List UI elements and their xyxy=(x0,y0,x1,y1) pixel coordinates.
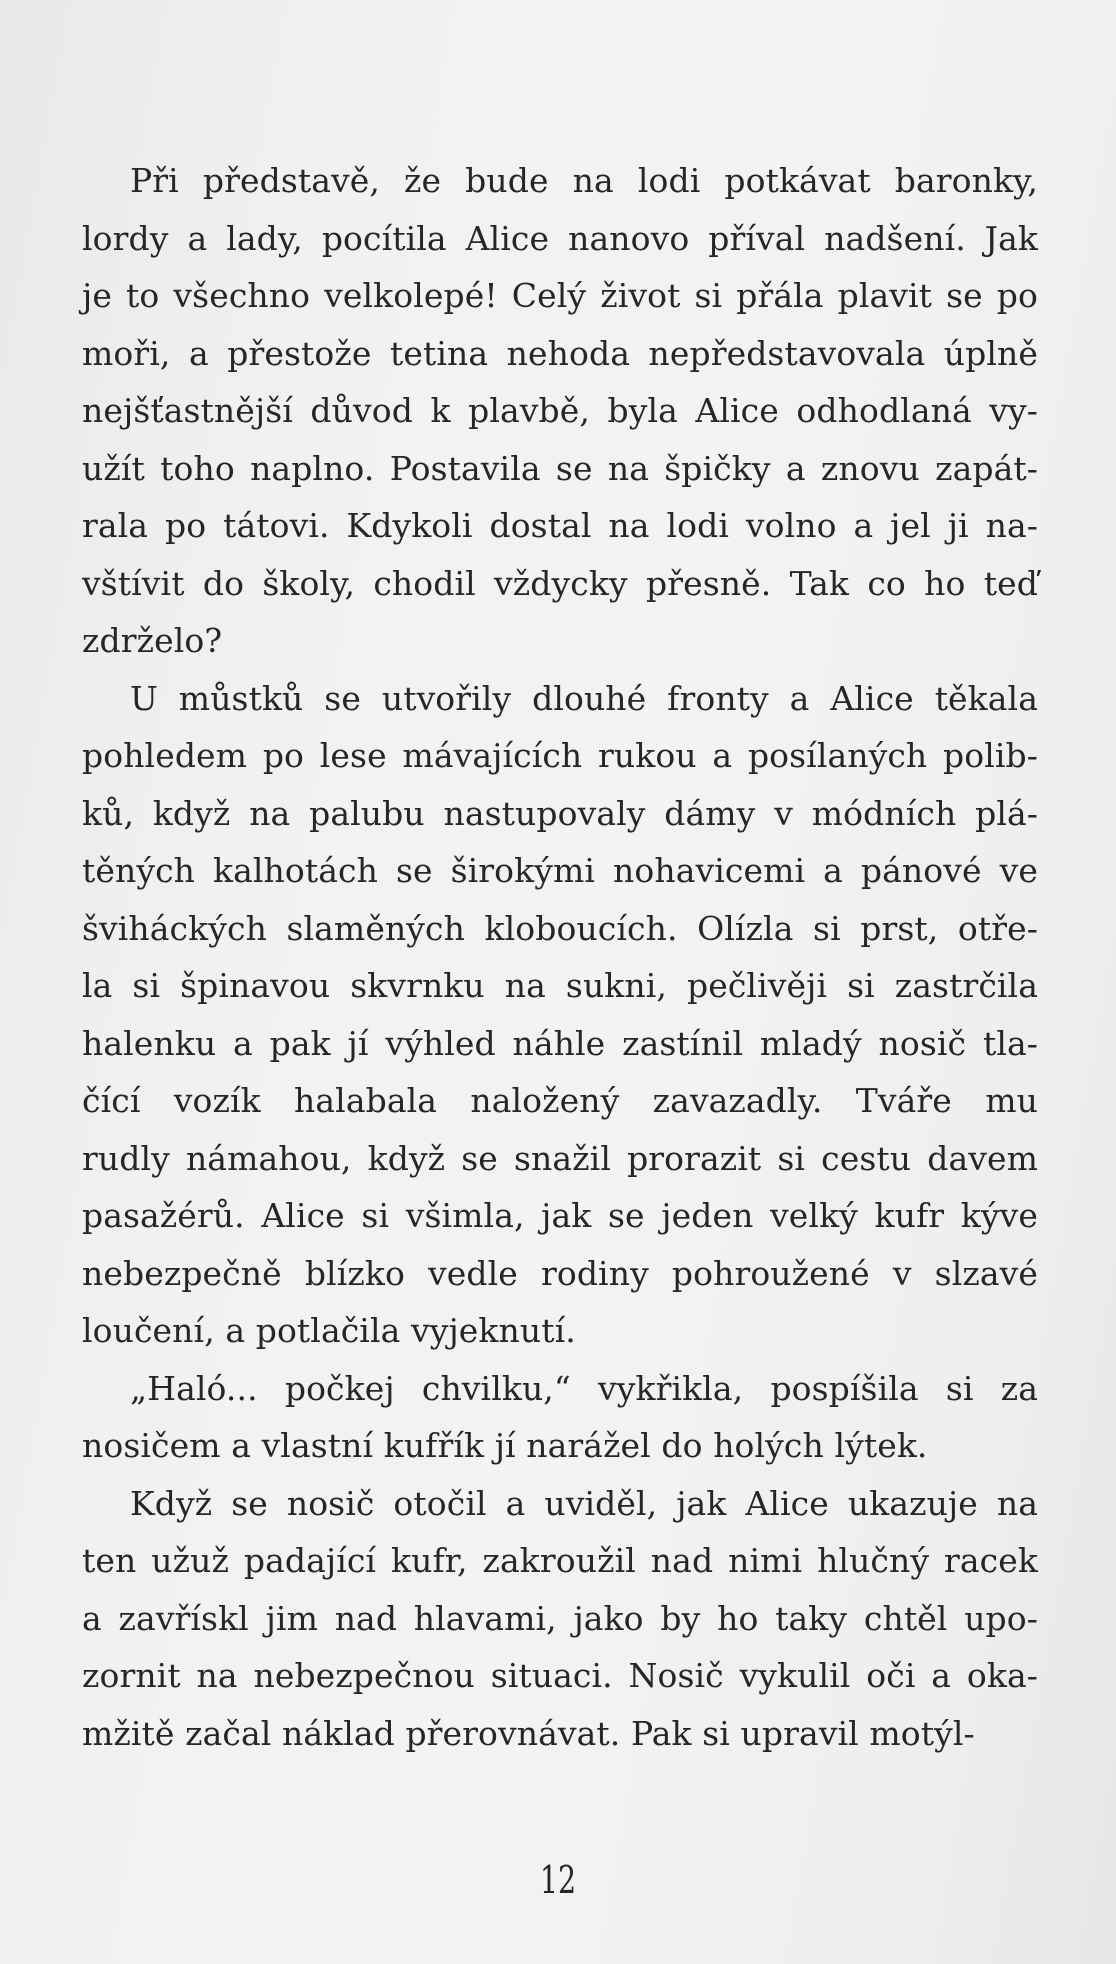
text-line: Při představě, že bude na lodi potkávat baronky, xyxy=(130,161,1038,200)
text-line: zornit na nebezpečnou situaci. Nosič vykulil oči a oka- xyxy=(82,1656,1038,1695)
text-line: U můstků se utvořily dlouhé fronty a Alice těkala xyxy=(130,678,1038,718)
text-line: „Haló... počkej chvilku,“ vykřikla, pospíšila si za xyxy=(130,1368,1038,1408)
text-line: nebezpečně blízko vedle rodiny pohroužené v slzavé xyxy=(82,1253,1038,1293)
text-line: lordy a lady, pocítila Alice nanovo příval nadšení. Jak xyxy=(82,218,1038,258)
text-line: moři, a přestože tetina nehoda nepředstavovala úplně xyxy=(82,333,1038,373)
text-line: nejšťastnější důvod k plavbě, byla Alice odhodlaná vy- xyxy=(82,391,1038,430)
paragraph xyxy=(82,1475,1038,1763)
text-line: loučení, a potlačila vyjeknutí. xyxy=(82,1311,576,1350)
text-line: je to všechno velkolepé! Celý život si přála plavit se po xyxy=(82,276,1038,315)
text-line: pohledem po lese mávajících rukou a posílaných polib- xyxy=(82,736,1038,775)
paragraph xyxy=(82,152,1038,670)
text-line: a zavřískl jim nad hlavami, jako by ho taky chtěl upo- xyxy=(82,1598,1038,1638)
text-line: la si špinavou skvrnku na sukni, pečlivěji si zastrčila xyxy=(82,966,1038,1005)
text-line: mžitě začal náklad přerovnávat. Pak si upravil motýl- xyxy=(82,1713,975,1753)
text-line: užít toho naplno. Postavila se na špičky a znovu zapát- xyxy=(82,448,1038,488)
text-line: zdrželo? xyxy=(82,621,223,660)
paragraph xyxy=(82,1360,1038,1475)
book-page-text xyxy=(82,152,1038,1762)
text-line: čící vozík halabala naložený zavazadly. Tváře mu xyxy=(82,1081,1038,1120)
text-line: halenku a pak jí výhled náhle zastínil mladý nosič tla- xyxy=(82,1023,1038,1063)
paragraph xyxy=(82,670,1038,1360)
text-line: Když se nosič otočil a uviděl, jak Alice ukazuje na xyxy=(130,1483,1038,1523)
page-number: 12 xyxy=(539,1858,577,1902)
text-line: ků, když na palubu nastupovaly dámy v módních plá- xyxy=(82,793,1038,833)
text-line: nosičem a vlastní kufřík jí narážel do holých lýtek. xyxy=(82,1426,928,1465)
text-line: rudly námahou, když se snažil prorazit si cestu davem xyxy=(82,1138,1038,1178)
text-line: vštívit do školy, chodil vždycky přesně. Tak co ho teď xyxy=(82,563,1038,603)
text-line: pasažérů. Alice si všimla, jak se jeden velký kufr kýve xyxy=(82,1196,1038,1235)
text-line: ten užuž padající kufr, zakroužil nad nimi hlučný racek xyxy=(82,1541,1038,1580)
text-line: šviháckých slaměných kloboucích. Olízla si prst, otře- xyxy=(82,908,1038,948)
text-line: těných kalhotách se širokými nohavicemi a pánové ve xyxy=(82,851,1038,890)
text-line: rala po tátovi. Kdykoli dostal na lodi volno a jel ji na- xyxy=(82,506,1038,545)
